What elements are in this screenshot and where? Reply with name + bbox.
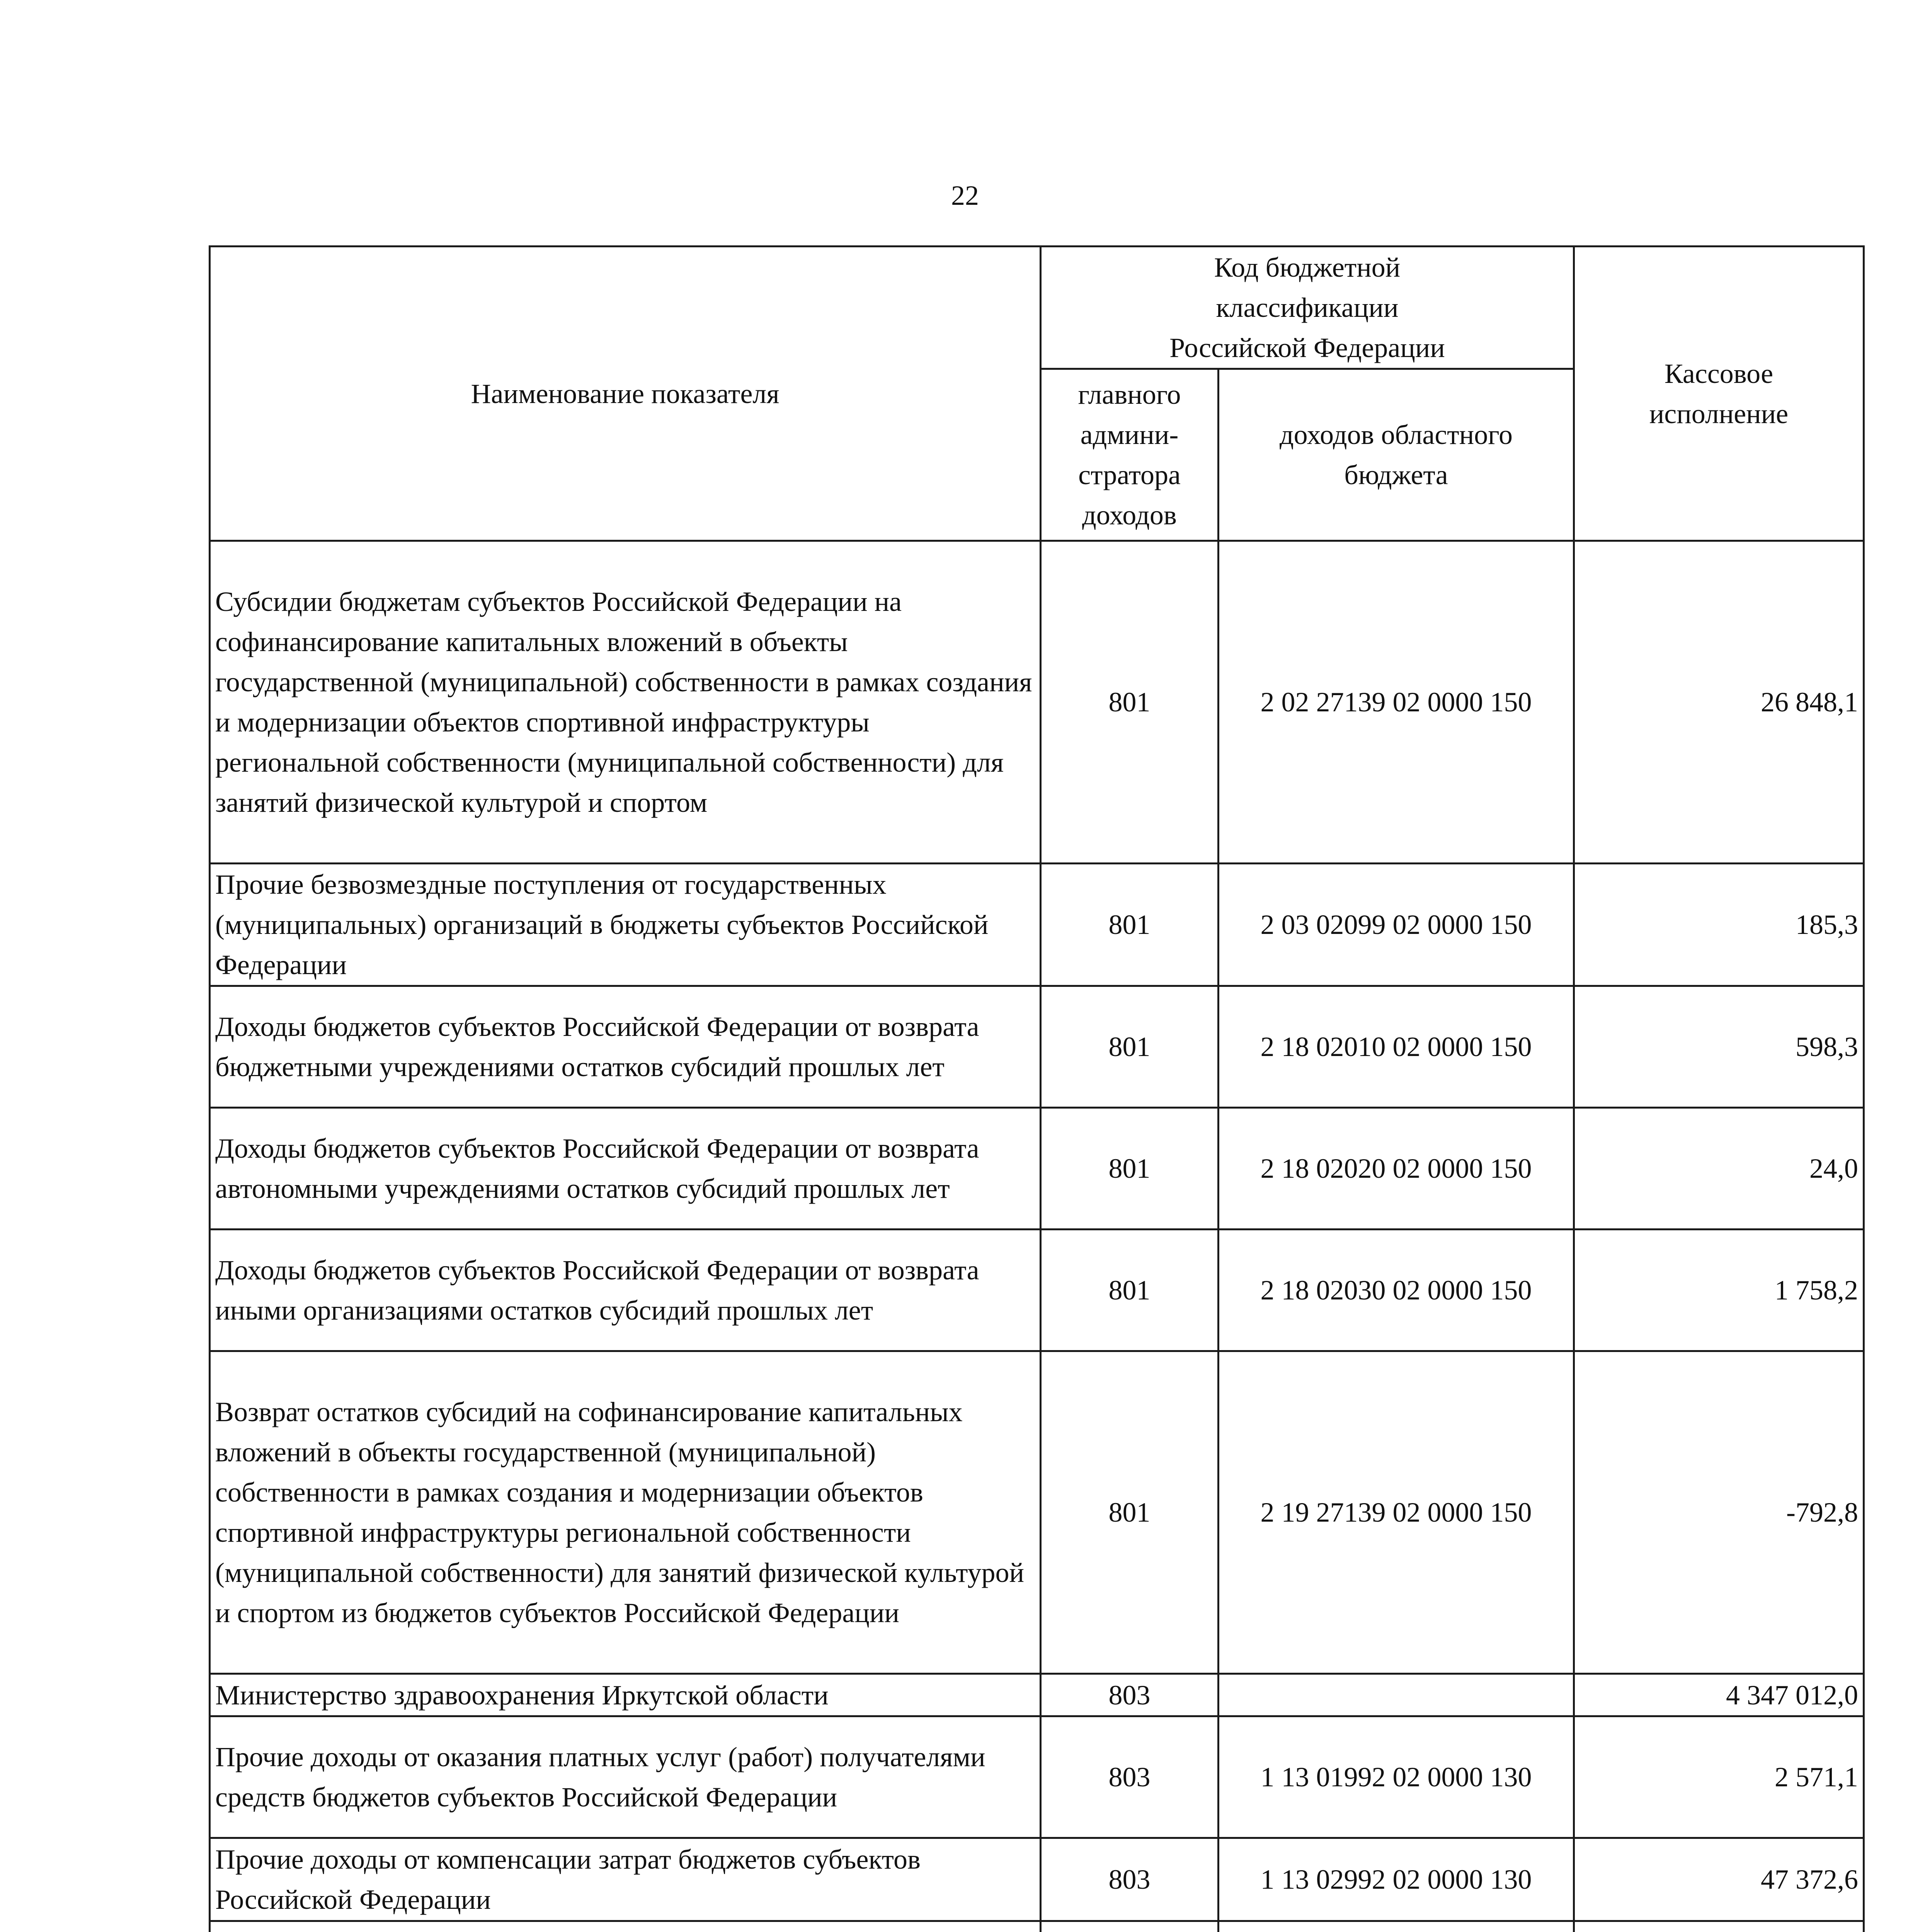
row-budget-code <box>1219 1921 1574 1932</box>
page-number: 22 <box>951 180 979 211</box>
row-budget-code: 2 02 27139 02 0000 150 <box>1219 541 1574 864</box>
row-name: Прочие безвозмездные поступления от государственных (муниципальных) организаций в бюджеты субъектов Российской Федерации <box>210 864 1041 986</box>
table-row <box>210 1716 1864 1838</box>
row-admin-code: 803 <box>1041 1674 1219 1716</box>
table-row <box>210 1921 1864 1932</box>
row-admin-code: 801 <box>1041 541 1219 864</box>
row-admin-code: 801 <box>1041 1230 1219 1351</box>
row-amount: 4 347 012,0 <box>1574 1674 1864 1716</box>
row-name: Доходы бюджетов субъектов Российской Федерации от возврата автономными учреждениями остатков субсидий прошлых лет <box>210 1108 1041 1230</box>
row-budget-code: 1 13 01992 02 0000 130 <box>1219 1716 1574 1838</box>
row-admin-code: 801 <box>1041 986 1219 1108</box>
header-code: доходов областного бюджета <box>1219 369 1574 541</box>
row-amount: 598,3 <box>1574 986 1864 1108</box>
row-amount: 47 372,6 <box>1574 1838 1864 1921</box>
row-admin-code: 801 <box>1041 864 1219 986</box>
row-budget-code: 2 19 27139 02 0000 150 <box>1219 1351 1574 1674</box>
row-admin-code: 803 <box>1041 1838 1219 1921</box>
row-name: Доходы бюджетов субъектов Российской Федерации от возврата иными организациями остатков субсидий прошлых лет <box>210 1230 1041 1351</box>
table-row <box>210 1838 1864 1921</box>
row-name: Доходы бюджетов субъектов Российской Федерации от возврата бюджетными учреждениями остатков субсидий прошлых лет <box>210 986 1041 1108</box>
row-name: Министерство здравоохранения Иркутской области <box>210 1674 1041 1716</box>
row-admin-code: 801 <box>1041 1351 1219 1674</box>
row-budget-code: 1 13 02992 02 0000 130 <box>1219 1838 1574 1921</box>
row-amount: 2 571,1 <box>1574 1716 1864 1838</box>
header-row <box>210 247 1864 369</box>
header-admin: главного админи- стратора доходов <box>1041 369 1219 541</box>
row-amount: 1 758,2 <box>1574 1230 1864 1351</box>
budget-table <box>209 245 1865 1932</box>
row-amount: 185,3 <box>1574 864 1864 986</box>
row-amount: -792,8 <box>1574 1351 1864 1674</box>
row-admin-code: 803 <box>1041 1716 1219 1838</box>
header-code-group: Код бюджетной классификации Российской Федерации <box>1041 247 1574 369</box>
row-budget-code: 2 03 02099 02 0000 150 <box>1219 864 1574 986</box>
table-row <box>210 986 1864 1108</box>
table-row <box>210 864 1864 986</box>
table-row <box>210 1351 1864 1674</box>
row-budget-code <box>1219 1674 1574 1716</box>
row-name: Прочие доходы от компенсации затрат бюджетов субъектов Российской Федерации <box>210 1838 1041 1921</box>
row-admin-code <box>1041 1921 1219 1932</box>
row-name: Субсидии бюджетам субъектов Российской Федерации на софинансирование капитальных вложений в объекты государственной (муниципальной) собственности в рамках создания и модернизации объектов спортивной инфраструктуры региональной собственности (муниципальной собственности) для занятий физической культурой и спортом <box>210 541 1041 864</box>
table-row <box>210 1230 1864 1351</box>
header-amount: Кассовое исполнение <box>1574 247 1864 541</box>
row-amount: 24,0 <box>1574 1108 1864 1230</box>
table-row <box>210 1674 1864 1716</box>
row-amount: 26 848,1 <box>1574 541 1864 864</box>
row-admin-code: 801 <box>1041 1108 1219 1230</box>
table-row <box>210 541 1864 864</box>
header-name: Наименование показателя <box>210 247 1041 541</box>
row-amount <box>1574 1921 1864 1932</box>
row-name: Прочие доходы от оказания платных услуг (работ) получателями средств бюджетов субъектов Российской Федерации <box>210 1716 1041 1838</box>
row-name <box>210 1921 1041 1932</box>
row-name: Возврат остатков субсидий на софинансирование капитальных вложений в объекты государственной (муниципальной) собственности в рамках создания и модернизации объектов спортивной инфраструктуры региональной собственности (муниципальной собственности) для занятий физической культурой и спортом из бюджетов субъектов Российской Федерации <box>210 1351 1041 1674</box>
table-row <box>210 1108 1864 1230</box>
row-budget-code: 2 18 02020 02 0000 150 <box>1219 1108 1574 1230</box>
row-budget-code: 2 18 02030 02 0000 150 <box>1219 1230 1574 1351</box>
row-budget-code: 2 18 02010 02 0000 150 <box>1219 986 1574 1108</box>
